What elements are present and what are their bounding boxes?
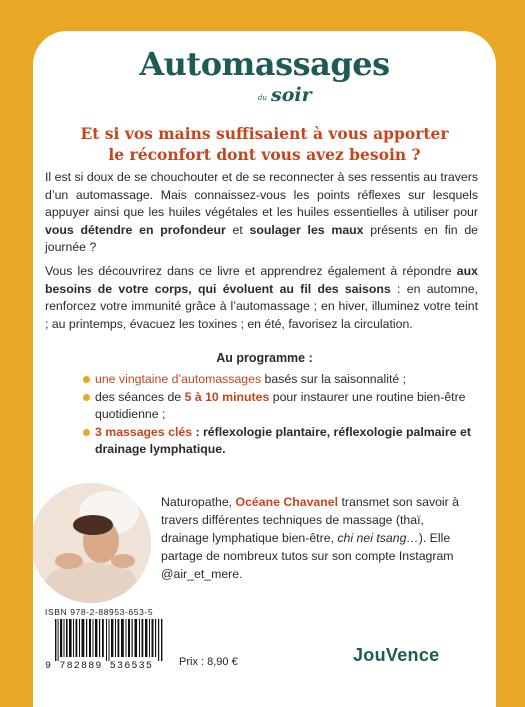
intro-paragraph-1: Il est si doux de se chouchouter et de se reconnecter à ses ressentis au travers d’un automassage. Mais connaissez-vous les points réflexes sur lesquels appuyer ainsi que les huiles végétales et les huiles essentielles à utiliser pour vous détendre en profondeur et soulager les maux présents en fin de journée ?	[45, 170, 478, 254]
programme-list	[83, 371, 473, 459]
price: Prix : 8,90 €	[179, 656, 238, 668]
list-item: 3 massages clés : réflexologie plantaire, réflexologie palmaire et drainage lymphatique.	[83, 424, 473, 459]
author-photo	[33, 483, 151, 603]
publisher-logo: JouVence	[353, 645, 440, 665]
author-bio: Naturopathe, Océane Chavanel transmet son savoir à travers différentes techniques de massage (thaï, drainage lymphatique bien-être, chi nei tsang…). Elle partage de nombreux tutos sur son compte Instagram @air_et_mere.	[161, 495, 460, 581]
programme-heading: Au programme :	[216, 351, 313, 365]
bullet-icon	[83, 376, 90, 383]
intro-paragraph-2: Vous les découvrirez dans ce livre et apprendrez également à répondre aux besoins de votre corps, qui évoluent au fil des saisons : en automne, renforcez votre immunité grâce à l’automassage ; en hiver, illuminez votre teint ; au printemps, évacuez les toxines ; en été, favorisez la circulation.	[45, 264, 478, 331]
isbn-label: ISBN 978-2-88953-653-5	[45, 607, 154, 617]
book-title: Automassages	[139, 45, 390, 83]
barcode-digits: 9 782889 536535	[45, 661, 154, 672]
tagline: Et si vos mains suffisaient à vous apporter le réconfort dont vous avez besoin ?	[80, 124, 449, 164]
subtitle-du: du	[258, 94, 267, 102]
list-item: une vingtaine d’automassages basés sur la saisonnalité ;	[83, 371, 473, 389]
bullet-icon	[83, 394, 90, 401]
subtitle-soir: soir	[271, 84, 312, 106]
bullet-icon	[83, 429, 90, 436]
barcode-graphic	[55, 619, 165, 661]
back-cover	[33, 31, 496, 707]
list-item: des séances de 5 à 10 minutes pour instaurer une routine bien-être quotidienne ;	[83, 389, 473, 424]
